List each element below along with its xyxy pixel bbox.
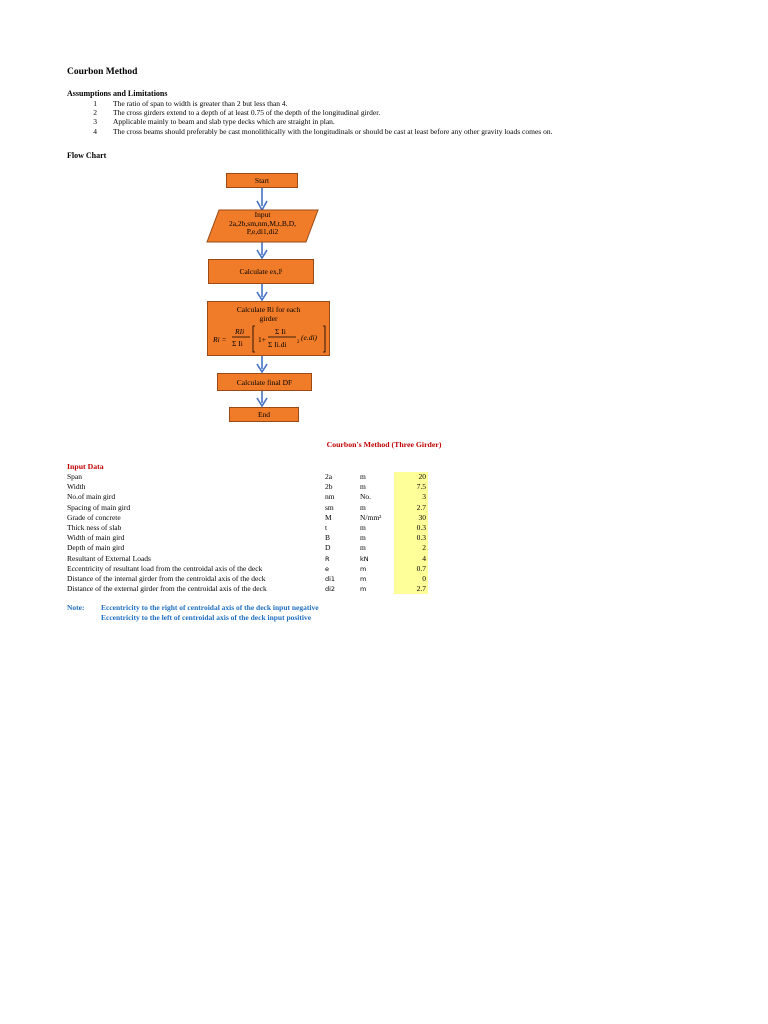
- row-label: Spacing of main gird: [67, 502, 131, 512]
- end-label: End: [257, 410, 271, 419]
- start-label: Start: [254, 176, 270, 185]
- formula-lhs: Ri =: [213, 335, 227, 344]
- row-unit: m: [360, 482, 366, 492]
- row-symbol: e: [325, 564, 329, 573]
- formula-tail: (e.di): [301, 333, 318, 342]
- table-row: [67, 513, 707, 523]
- row-label: Thick ness of slab: [67, 522, 122, 532]
- table-row: [67, 523, 707, 533]
- flow-chart-heading: Flow Chart: [67, 151, 107, 160]
- row-label: No.of main gird: [67, 492, 116, 502]
- row-value-input[interactable]: 0.3: [394, 533, 428, 543]
- row-value-input[interactable]: 2.7: [394, 584, 428, 594]
- row-unit: m: [360, 585, 367, 594]
- row-label: Grade of concrete: [67, 512, 121, 522]
- input-label-1: Input: [254, 210, 271, 219]
- table-row: [67, 472, 707, 482]
- row-value-input[interactable]: 3: [394, 492, 428, 502]
- page-title: Courbon Method: [67, 67, 138, 77]
- formula-inner-num: Σ Ii: [275, 327, 286, 336]
- item-text: The ratio of span to width is greater than 2 but less than 4.: [113, 99, 288, 108]
- row-unit: m: [360, 522, 366, 532]
- input-label-2: 2a,2b,sm,nm,M,t,B,D,: [228, 218, 297, 228]
- calc-ex-label: Calculate ex,I: [239, 267, 282, 276]
- row-symbol: D: [325, 543, 331, 553]
- assumptions-heading: Assumptions and Limitations: [67, 89, 168, 98]
- row-label: Resultant of External Loads: [67, 553, 151, 563]
- row-value-input[interactable]: 0: [394, 574, 428, 584]
- row-symbol: sm: [325, 502, 334, 512]
- table-row: [67, 584, 707, 594]
- table-row: [67, 574, 707, 584]
- row-unit: m: [360, 533, 366, 543]
- row-label: Width of main gird: [67, 533, 125, 543]
- row-value-input[interactable]: 2.7: [394, 503, 428, 513]
- row-value-input[interactable]: 0.3: [394, 523, 428, 533]
- row-symbol: nm: [325, 492, 335, 502]
- item-number: 2: [93, 108, 97, 118]
- calc-ri-box: [207, 301, 330, 356]
- input-box: [207, 211, 318, 237]
- end-box: [229, 407, 299, 422]
- row-symbol: di2: [325, 585, 336, 594]
- row-value-input[interactable]: 20: [394, 472, 428, 482]
- row-unit: m: [360, 543, 366, 553]
- table-row: [67, 492, 707, 502]
- calc-ex-box: [208, 259, 314, 284]
- row-symbol: t: [325, 522, 328, 532]
- row-unit: No.: [360, 492, 372, 502]
- row-symbol: M: [325, 512, 332, 522]
- table-row: [67, 503, 707, 513]
- calc-ri-label-2: girder: [259, 314, 278, 323]
- section-title: Courbon's Method (Three Girder): [326, 440, 442, 449]
- formula-square: 2: [297, 340, 300, 345]
- row-label: Width: [67, 482, 86, 492]
- row-unit: N/mm²: [360, 512, 382, 522]
- item-text: The cross beams should preferably be cast monolithically with the longitudinals or should be cast at least before any other gravity loads comes on.: [113, 126, 553, 136]
- row-unit: m: [360, 564, 367, 573]
- row-symbol: di1: [325, 574, 336, 583]
- table-row: [67, 564, 707, 574]
- row-symbol: 2a: [325, 472, 333, 481]
- input-data-heading: Input Data: [67, 462, 104, 471]
- start-box: [226, 173, 298, 188]
- row-symbol: B: [325, 533, 331, 543]
- calc-ex-subscript: i: [281, 269, 283, 274]
- row-symbol: 2b: [325, 482, 333, 492]
- item-number: 3: [93, 117, 97, 127]
- flow-arrows: [0, 0, 768, 440]
- row-label: Depth of main gird: [67, 543, 125, 553]
- calc-df-box: [217, 373, 312, 391]
- formula-one-plus: 1+: [258, 335, 266, 344]
- row-value-input[interactable]: 7.5: [394, 482, 428, 492]
- table-row: [67, 482, 707, 492]
- note-label: Note:: [67, 603, 85, 612]
- row-label: Eccentricity of resultant load from the centroidal axis of the deck: [67, 563, 263, 573]
- row-unit: m: [360, 472, 366, 481]
- row-value-input[interactable]: 30: [394, 513, 428, 523]
- row-value-input[interactable]: 0.7: [394, 564, 428, 574]
- calc-ri-label-1: Calculate Ri for each: [236, 305, 301, 314]
- row-label: Span: [67, 472, 82, 481]
- row-label: Distance of the internal girder from the centroidal axis of the deck: [67, 573, 266, 583]
- row-unit: kN: [360, 554, 369, 563]
- input-table: [67, 472, 707, 594]
- row-value-input[interactable]: 2: [394, 543, 428, 553]
- table-row: [67, 543, 707, 553]
- row-value-input[interactable]: 4: [394, 554, 428, 564]
- item-number: 4: [93, 126, 97, 136]
- row-unit: m: [360, 574, 367, 583]
- item-number: 1: [93, 99, 97, 108]
- formula-num: RIi: [235, 327, 245, 336]
- row-label: Distance of the external girder from the centroidal axis of the deck: [67, 584, 267, 594]
- note-line-2: Eccentricity to the left of centroidal axis of the deck input positive: [101, 613, 312, 622]
- row-unit: m: [360, 502, 366, 512]
- formula-inner-den: Σ Ii.di: [268, 340, 287, 349]
- calc-df-label: Calculate final DF: [236, 377, 293, 387]
- formula-den: Σ Ii: [232, 339, 243, 348]
- ri-formula: [208, 323, 329, 355]
- table-row: [67, 533, 707, 543]
- item-text: The cross girders extend to a depth of at least 0.75 of the depth of the longitudinal girder.: [113, 108, 381, 118]
- input-label-3: P,e,di1,di2: [246, 227, 279, 237]
- row-symbol: R: [325, 554, 330, 563]
- table-row: [67, 554, 707, 564]
- note-line-1: Eccentricity to the right of centroidal axis of the deck input negative: [101, 603, 319, 612]
- item-text: Applicable mainly to beam and slab type decks which are straight in plan.: [113, 117, 335, 127]
